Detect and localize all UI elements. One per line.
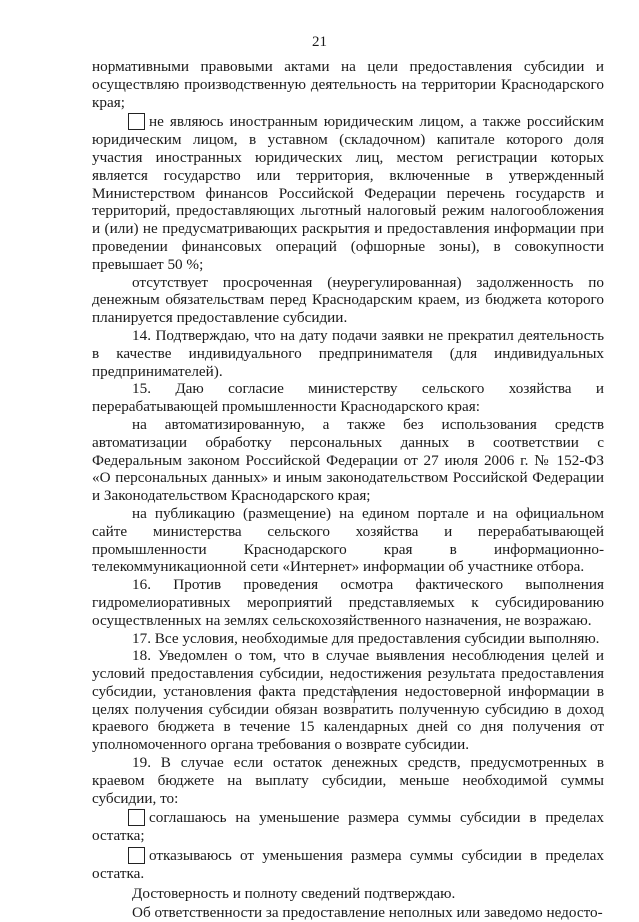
paragraph-responsibility: Об ответственности за предоставление неполных или заведомо недосто- [132, 904, 603, 922]
paragraph-15-publication: на публикацию (размещение) на едином портале и на официальном сайте министерства сельского хозяйства и перерабатывающей промышленности Краснодарского края в информационно-телекоммуникационной сети «Интернет» информации об участнике отбора. [92, 504, 604, 576]
refuse-reduction-text: отказываюсь от уменьшения размера суммы субсидии в пределах остатка. [92, 847, 604, 882]
document-body [92, 58, 604, 922]
paragraph-continuation: нормативными правовыми актами на цели предоставления субсидии и осуществляю производственную деятельность на территории Краснодарского края; [92, 58, 604, 111]
page-number: 21 [312, 34, 327, 50]
refuse-reduction-checkbox[interactable] [128, 847, 145, 864]
paragraph-agree-checkbox [92, 809, 604, 845]
agree-reduction-checkbox[interactable] [128, 809, 145, 826]
paragraph-offshore-checkbox [92, 113, 604, 273]
agree-reduction-text: соглашаюсь на уменьшение размера суммы субсидии в пределах остатка; [92, 809, 604, 845]
offshore-checkbox[interactable] [128, 113, 145, 130]
paragraph-confirm: Достоверность и полноту сведений подтверждаю. [132, 884, 456, 902]
paragraph-18: 18. Уведомлен о том, что в случае выявления несоблюдения целей и условий предоставления субсидии, недостижения результата предоставления субсидии, установления факта представления недостоверной информации в целях получения субсидии обязан возвратить полученную субсидию в доход краевого бюджета в течение 15 календарных дней со дня получения от уполномоченного органа требования о возврате субсидии. [92, 647, 604, 754]
paragraph-15: 15. Даю согласие министерству сельского хозяйства и перерабатывающей промышленности Краснодарского края: [92, 380, 604, 416]
paragraph-19: 19. В случае если остаток денежных средств, предусмотренных в краевом бюджете на выплату субсидии, меньше необходимой суммы субсидии, то: [92, 754, 604, 807]
paragraph-16: 16. Против проведения осмотра фактического выполнения гидромелиоративных мероприятий представляемых к субсидированию осуществленных на землях сельскохозяйственного назначения, не возражаю. [92, 576, 604, 629]
paragraph-14: 14. Подтверждаю, что на дату подачи заявки не прекратил деятельность в качестве индивидуального предпринимателя (для индивидуальных предпринимателей). [92, 326, 604, 380]
paragraph-refuse-checkbox [92, 847, 604, 883]
paragraph-17: 17. Все условия, необходимые для предоставления субсидии выполняю. [132, 629, 600, 647]
paragraph-15-automated: на автоматизированную, а также без использования средств автоматизации обработку персональных данных в соответствии с Федеральным законом Российской Федерации от 27 июля 2006 г. № 152-ФЗ «О персональных данных» и иным законодательством Российской Федерации и Законодательством Краснодарского края; [92, 415, 604, 505]
paragraph-debt: отсутствует просроченная (неурегулированная) задолженность по денежным обязательствам перед Краснодарским краем, из бюджета которого планируется предоставление субсидии. [92, 273, 604, 327]
offshore-text: не являюсь иностранным юридическим лицом, а также российским юридическим лицом, в уставном (складочном) капитале которого доля участия иностранных юридических лиц, местом регистрации которых является государство или территория, включенные в утвержденный Министерством финансов Российской Федерации перечень государств и территорий, предоставляющих льготный налоговый режим налогообложения и (или) не предусматривающих раскрытия и предоставления информации при проведении финансовых операций (офшорные зоны), в совокупности превышает 50 %; [92, 113, 604, 273]
